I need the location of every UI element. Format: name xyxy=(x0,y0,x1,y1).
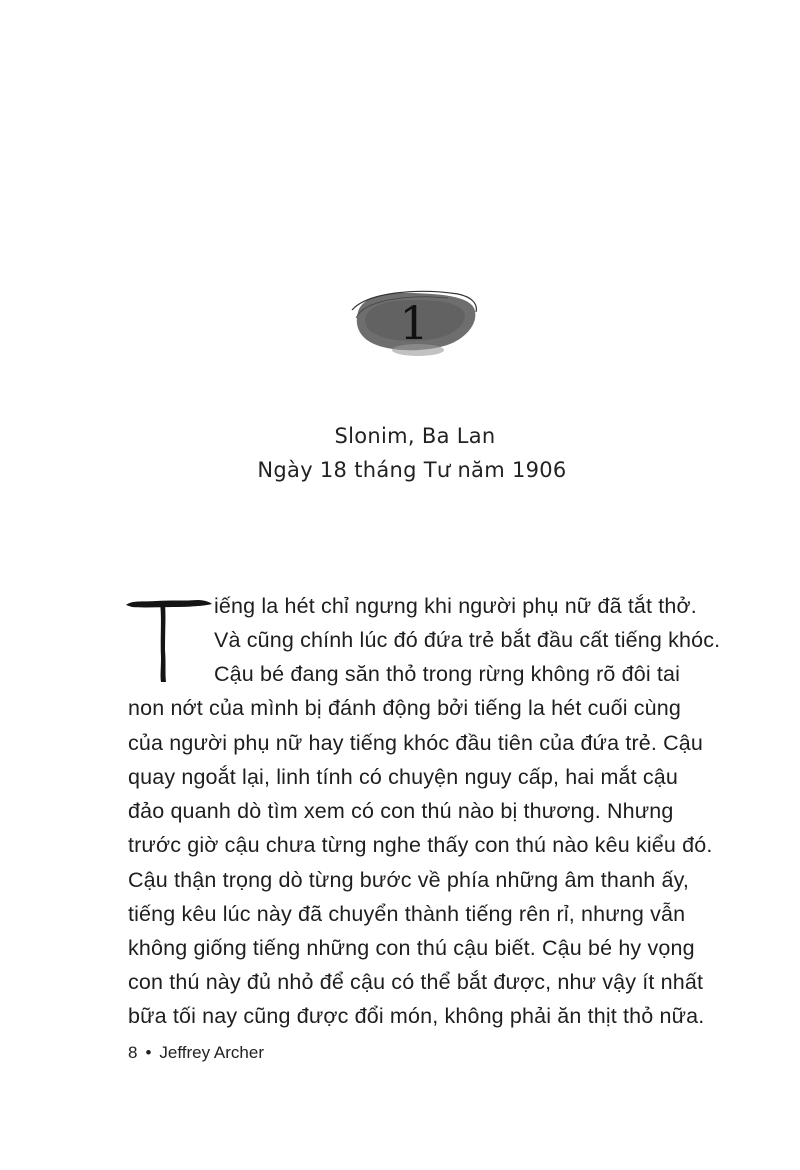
drop-cap-brush-letter xyxy=(124,588,214,688)
page-number: 8 xyxy=(128,1043,138,1062)
drop-cap xyxy=(124,588,214,688)
author-name: Jeffrey Archer xyxy=(159,1043,264,1062)
body-line: trước giờ cậu chưa từng nghe thấy con thú nào kêu kiểu đó. xyxy=(128,833,713,857)
chapter-number-mark xyxy=(348,288,480,360)
body-line: Cậu thận trọng dò từng bước về phía những âm thanh ấy, xyxy=(128,868,690,892)
body-line: con thú này đủ nhỏ để cậu có thể bắt được, như vậy ít nhất xyxy=(128,970,704,994)
page-footer xyxy=(128,1043,264,1063)
body-line: của người phụ nữ hay tiếng khóc đầu tiên của đứa trẻ. Cậu xyxy=(128,731,704,755)
body-line: iếng la hét chỉ ngưng khi người phụ nữ đã tắt thở. xyxy=(214,594,697,618)
body-line: quay ngoắt lại, linh tính có chuyện nguy cấp, hai mắt cậu xyxy=(128,765,678,789)
body-line: bữa tối nay cũng được đổi món, không phải ăn thịt thỏ nữa. xyxy=(128,1004,705,1028)
footer-separator: • xyxy=(145,1043,152,1062)
body-line: đảo quanh dò tìm xem có con thú nào bị thương. Nhưng xyxy=(128,799,674,823)
body-line: non nớt của mình bị đánh động bởi tiếng la hét cuối cùng xyxy=(128,696,681,720)
body-line: Cậu bé đang săn thỏ trong rừng không rõ đôi tai xyxy=(214,662,681,686)
chapter-place: Slonim, Ba Lan xyxy=(334,424,496,448)
body-line: Và cũng chính lúc đó đứa trẻ bắt đầu cất tiếng khóc. xyxy=(214,628,721,652)
chapter-date: Ngày 18 tháng Tư năm 1906 xyxy=(257,458,567,482)
chapter-number: 1 xyxy=(399,296,429,350)
body-line: không giống tiếng những con thú cậu biết. Cậu bé hy vọng xyxy=(128,936,695,960)
body-line: tiếng kêu lúc này đã chuyển thành tiếng rên rỉ, nhưng vẫn xyxy=(128,902,686,926)
